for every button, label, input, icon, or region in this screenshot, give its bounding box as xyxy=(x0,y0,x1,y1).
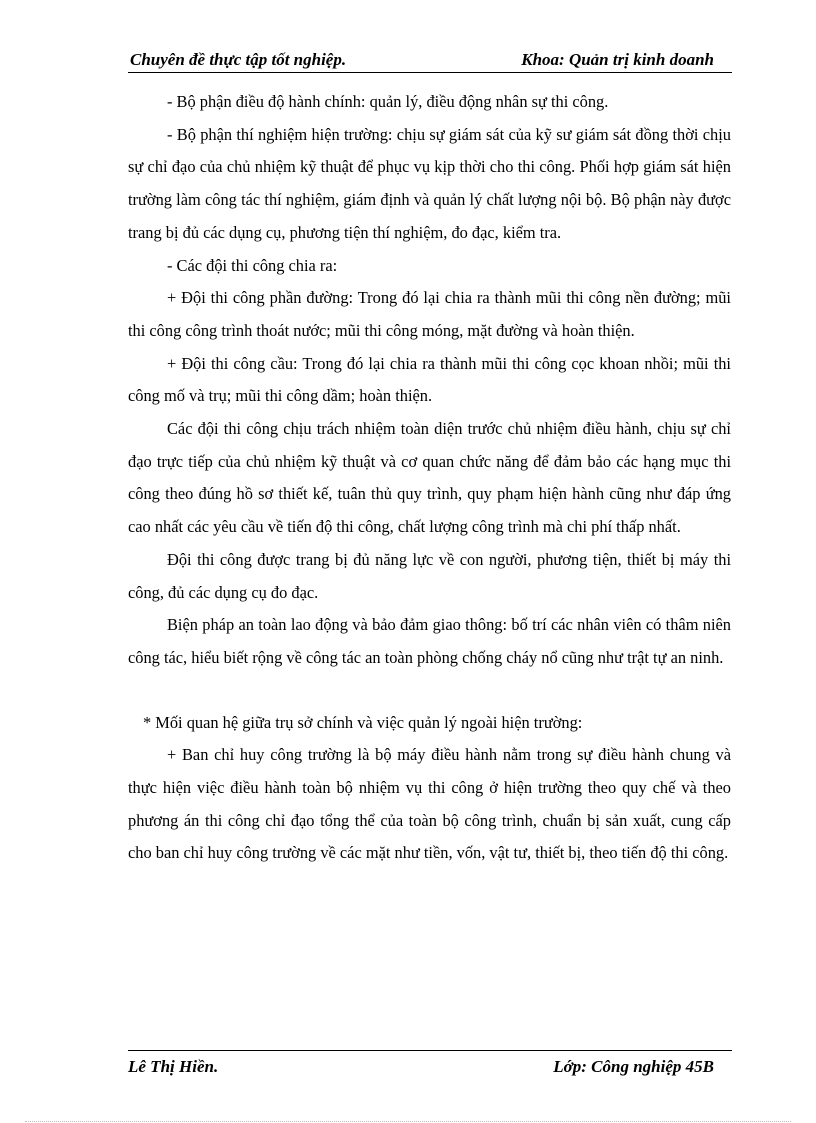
paragraph: - Các đội thi công chia ra: xyxy=(167,255,338,275)
footer-class: Lớp: Công nghiệp 45B xyxy=(553,1057,714,1076)
paragraph: + Đội thi công phần đường: Trong đó lại chia ra thành mũi thi công nền đường; mũi thi công công trình thoát nước; mũi thi công móng, mặt đường và hoàn thiện. xyxy=(128,288,731,340)
page-header xyxy=(128,50,732,73)
header-title: Chuyên đề thực tập tốt nghiệp. xyxy=(130,50,347,69)
paragraph: Đội thi công được trang bị đủ năng lực về con người, phương tiện, thiết bị máy thi công, đủ các dụng cụ đo đạc. xyxy=(128,549,731,602)
paragraph: Biện pháp an toàn lao động và bảo đảm giao thông: bố trí các nhân viên có thâm niên công tác, hiểu biết rộng về công tác an toàn phòng chống cháy nổ cũng như trật tự an ninh. xyxy=(128,615,731,667)
paragraph: + Đội thi công cầu: Trong đó lại chia ra thành mũi thi công cọc khoan nhồi; mũi thi công mố và trụ; mũi thi công dầm; hoàn thiện. xyxy=(128,353,731,406)
page-footer xyxy=(128,1050,732,1076)
paragraph: Các đội thi công chịu trách nhiệm toàn diện trước chủ nhiệm điều hành, chịu sự chỉ đạo trực tiếp của chủ nhiệm kỹ thuật và cơ quan chức năng để đảm bảo các hạng mục thi công theo đúng hồ sơ thiết kế, tuân thủ quy trình, quy phạm hiện hành cũng như đáp ứng cao nhất các yêu cầu về tiến độ thi công, chất lượng công trình mà chi phí thấp nhất. xyxy=(128,419,731,537)
paragraph: + Ban chỉ huy công trường là bộ máy điều hành nằm trong sự điều hành chung và thực hiện việc điều hành toàn bộ nhiệm vụ thi công ở hiện trường theo quy chế và theo phương án thi công chỉ đạo tổng thể của toàn bộ công trình, chuẩn bị sản xuất, cung cấp cho ban chỉ huy công trường về các mặt như tiền, vốn, vật tư, thiết bị, theo tiến độ thi công. xyxy=(128,745,731,863)
header-department: Khoa: Quản trị kinh doanh xyxy=(521,50,714,69)
page-edge-divider xyxy=(25,1121,791,1122)
footer-author: Lê Thị Hiền. xyxy=(128,1057,219,1076)
paragraph: - Bộ phận thí nghiệm hiện trường: chịu sự giám sát của kỹ sư giám sát đồng thời chịu sự chỉ đạo của chủ nhiệm kỹ thuật để phục vụ kịp thời cho thi công. Phối hợp giám sát hiện trường làm công tác thí nghiệm, giám định và quản lý chất lượng nội bộ. Bộ phận này được trang bị đủ các dụng cụ, phương tiện thí nghiệm, đo đạc, kiểm tra. xyxy=(128,124,731,242)
section-note: * Mối quan hệ giữa trụ sở chính và việc quản lý ngoài hiện trường: xyxy=(143,712,583,732)
paragraph: - Bộ phận điều độ hành chính: quản lý, điều động nhân sự thi công. xyxy=(167,92,609,111)
document-body xyxy=(128,86,731,870)
